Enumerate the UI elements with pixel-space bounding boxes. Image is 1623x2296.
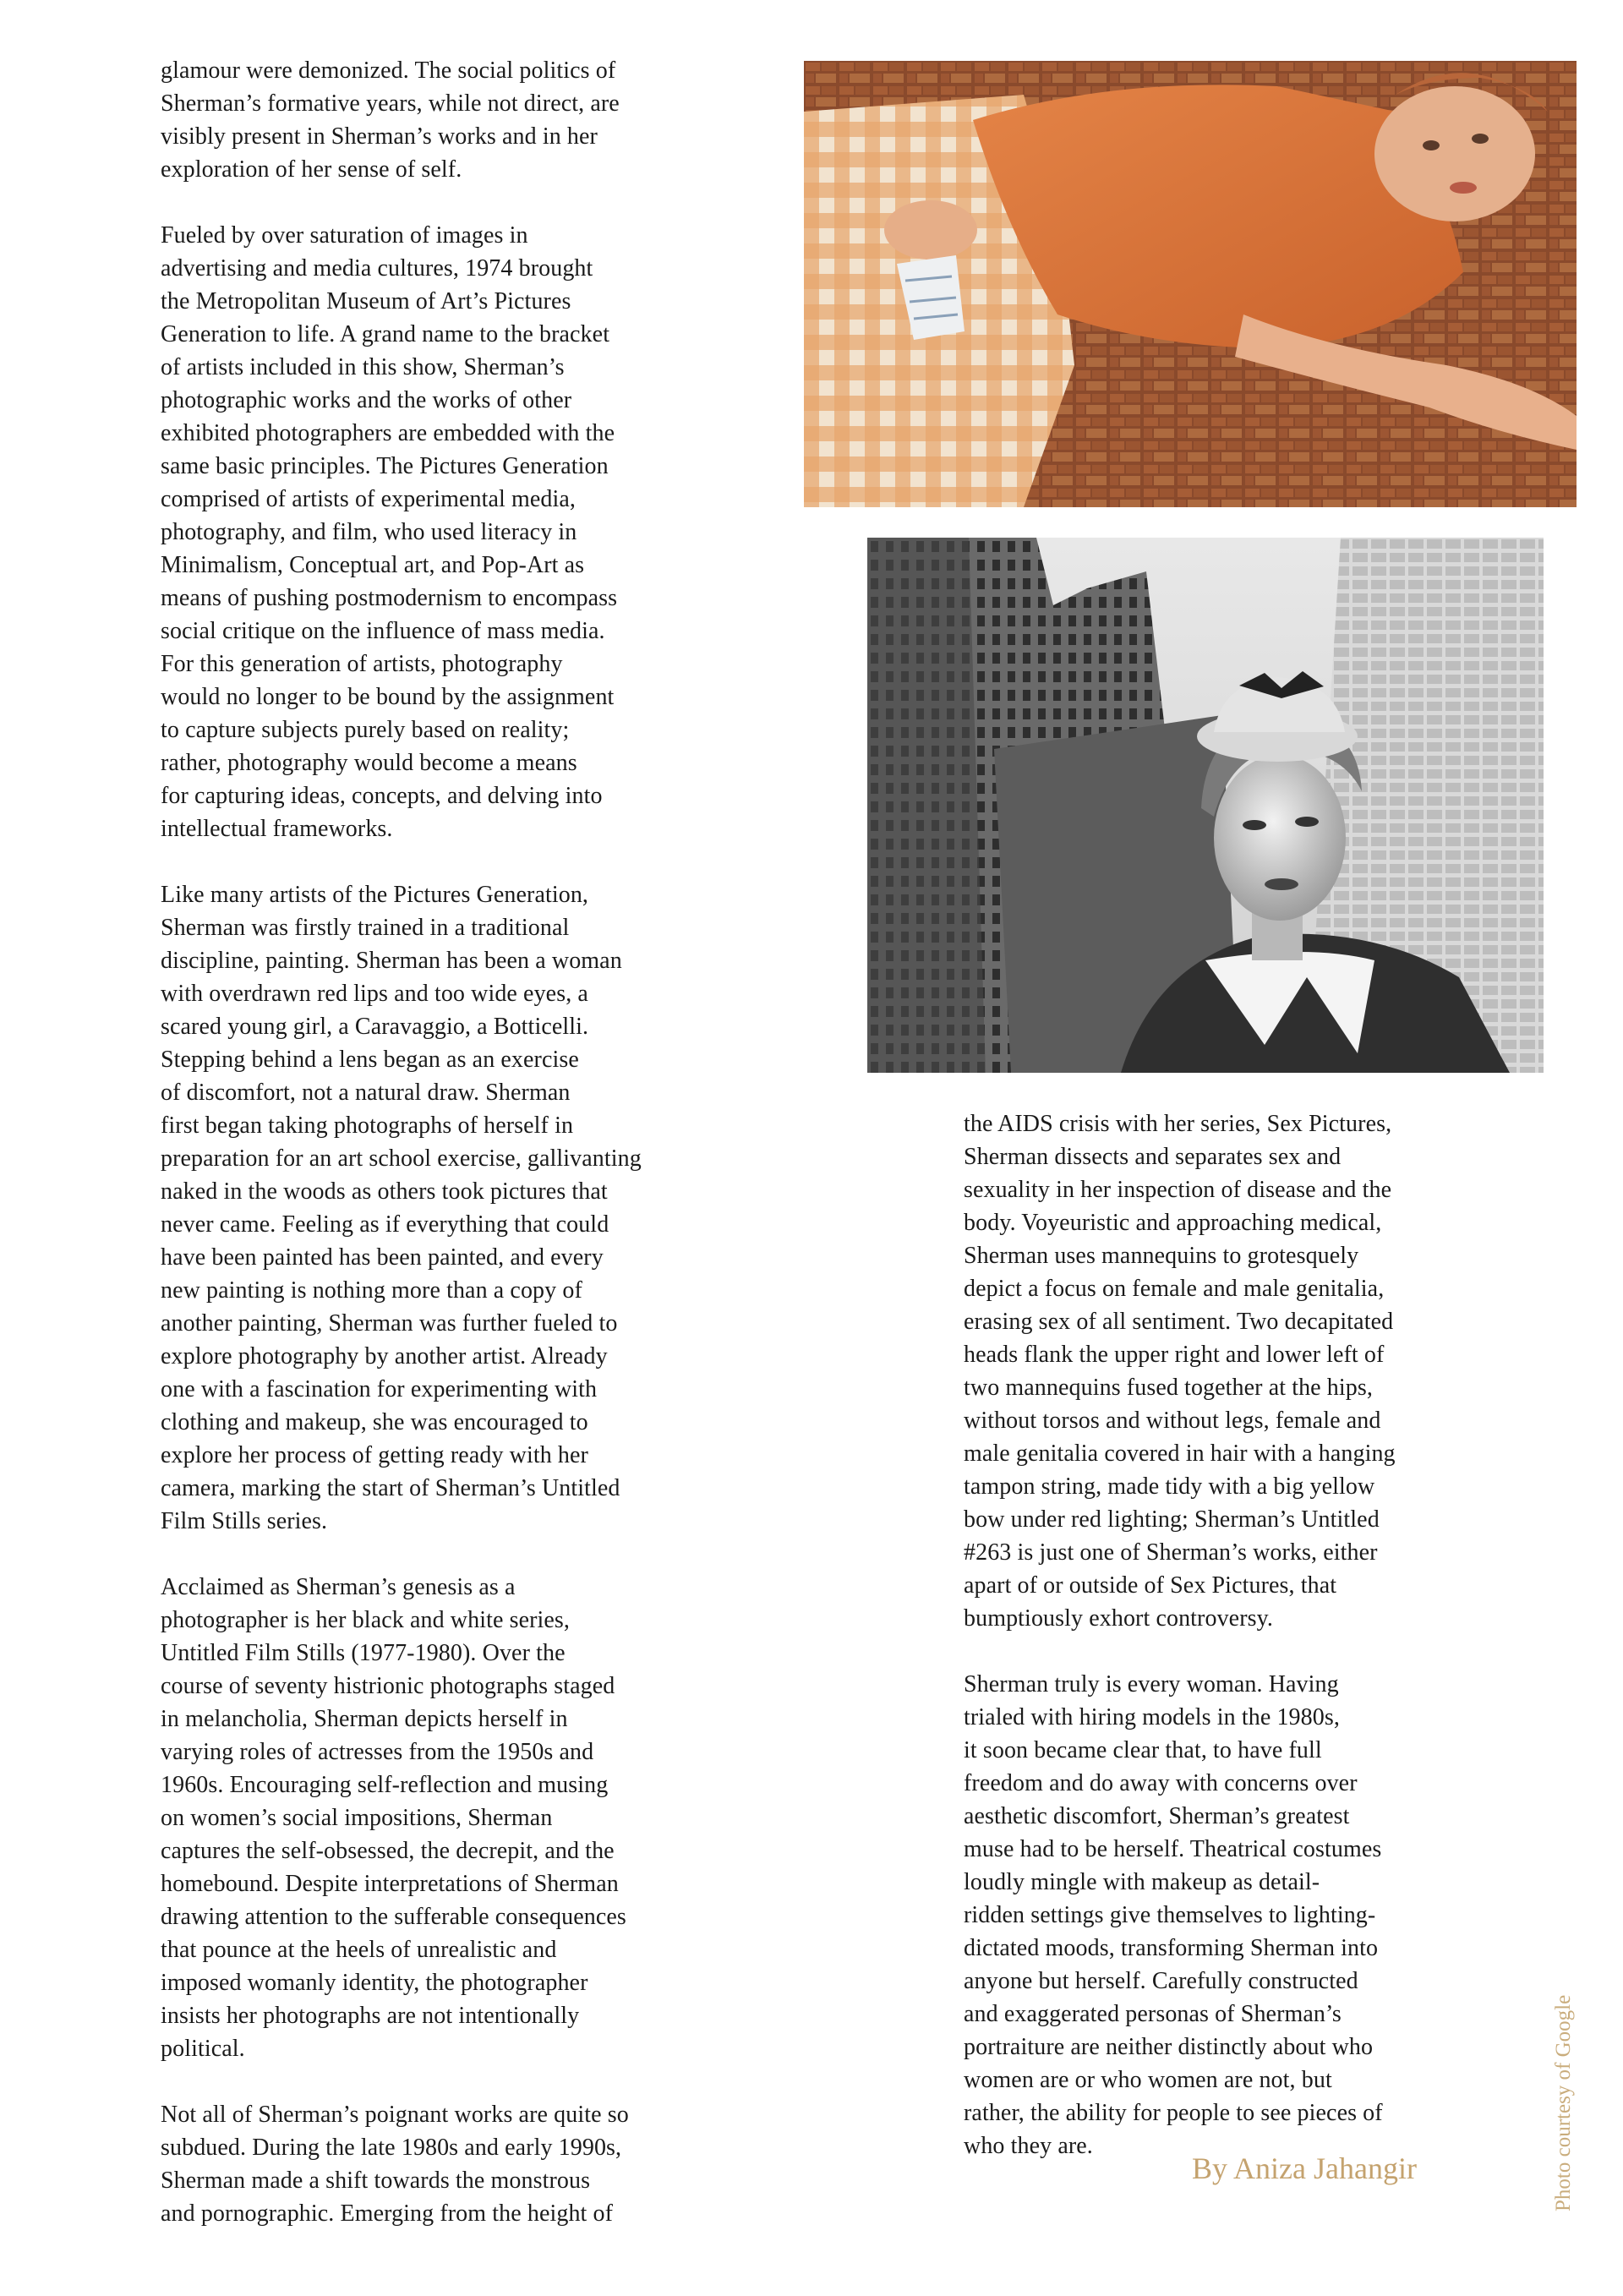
- photo-woman-on-floor: [804, 61, 1577, 507]
- paragraph: Like many artists of the Pictures Generation, Sherman was firstly trained in a traditional discipline, painting. Sherman has been a woman with overdrawn red lips and too wide eyes, a scared young girl, a Caravaggio, a Botticelli. Stepping behind a lens began as an exercise of discomfort, not a natural draw. Sherman first began taking photographs of herself in preparation for an art school exercise, gallivanting naked in the woods as others took pictures that never came. Feeling as if everything that could have been painted has been painted, and every new painting is nothing more than a copy of another painting, Sherman was further fueled to explore photography by another artist. Already one with a fascination for experimenting with clothing and makeup, she was encouraged to explore her process of getting ready with her camera, marking the start of Sherman’s Untitled Film Stills series.: [161, 882, 642, 1534]
- paragraph: Acclaimed as Sherman’s genesis as a photographer is her black and white series, Untitled Film Stills (1977-1980). Over the course of seventy histrionic photographs staged in melancholia, Sherman depicts herself in varying roles of actresses from the 1950s and 1960s. Encouraging self-reflection and musing on women’s social impositions, Sherman captures the self-obsessed, the decrepit, and the homebound. Despite interpretations of Sherman drawing attention to the sufferable consequences that pounce at the heels of unrealistic and imposed womanly identity, the photographer insists her photographs are not intentionally political.: [161, 1574, 626, 2062]
- paragraph: the AIDS crisis with her series, Sex Pictures, Sherman dissects and separates sex and sexuality in her inspection of disease and the body. Voyeuristic and approaching medical, Sherman uses mannequins to grotesquely depict a focus on female and male genitalia, erasing sex of all sentiment. Two decapitated heads flank the upper right and lower left of two mannequins fused together at the hips, without torsos and without legs, female and male genitalia covered in hair with a hanging tampon string, made tidy with a big yellow bow under red lighting; Sherman’s Untitled #263 is just one of Sherman’s works, either apart of or outside of Sex Pictures, that bumptiously exhort controversy.: [964, 1111, 1396, 1632]
- author-byline: By Aniza Jahangir: [1192, 2151, 1417, 2185]
- paragraph: Sherman truly is every woman. Having trialed with hiring models in the 1980s, it soon became clear that, to have full freedom and do away with concerns over aesthetic discomfort, Sherman’s greatest muse had to be herself. Theatrical costumes loudly mingle with makeup as detail- ridden settings give themselves to lighting- dictated moods, transforming Sherman into anyone but herself. Carefully constructed and exaggerated personas of Sherman’s portraiture are neither distinctly about who women are or who women are not, but rather, the ability for people to see pieces of who they are.: [964, 1671, 1383, 2159]
- paragraph: Fueled by over saturation of images in advertising and media cultures, 1974 brought the Metropolitan Museum of Art’s Pictures Generation to life. A grand name to the bracket of artists included in this show, Sherman’s photographic works and the works of other exhibited photographers are embedded with the same basic principles. The Pictures Generation comprised of artists of experimental media, photography, and film, who used literacy in Minimalism, Conceptual art, and Pop-Art as means of pushing postmodernism to encompass social critique on the influence of mass media. For this generation of artists, photography would no longer to be bound by the assignment to capture subjects purely based on reality; rather, photography would become a means for capturing ideas, concepts, and delving into intellectual frameworks.: [161, 222, 618, 842]
- paragraph: glamour were demonized. The social politics of Sherman’s formative years, while not direct, are visibly present in Sherman’s works and in her exploration of her sense of self.: [161, 57, 620, 183]
- left-text-column: [161, 54, 719, 2230]
- photo-credit: Photo courtesy of Google: [1552, 1994, 1575, 2211]
- photo-woman-city: [867, 538, 1544, 1073]
- paragraph: Not all of Sherman’s poignant works are quite so subdued. During the late 1980s and early 1990s, Sherman made a shift towards the monstrous and pornographic. Emerging from the height of: [161, 2102, 629, 2227]
- right-text-column: [964, 1107, 1488, 2162]
